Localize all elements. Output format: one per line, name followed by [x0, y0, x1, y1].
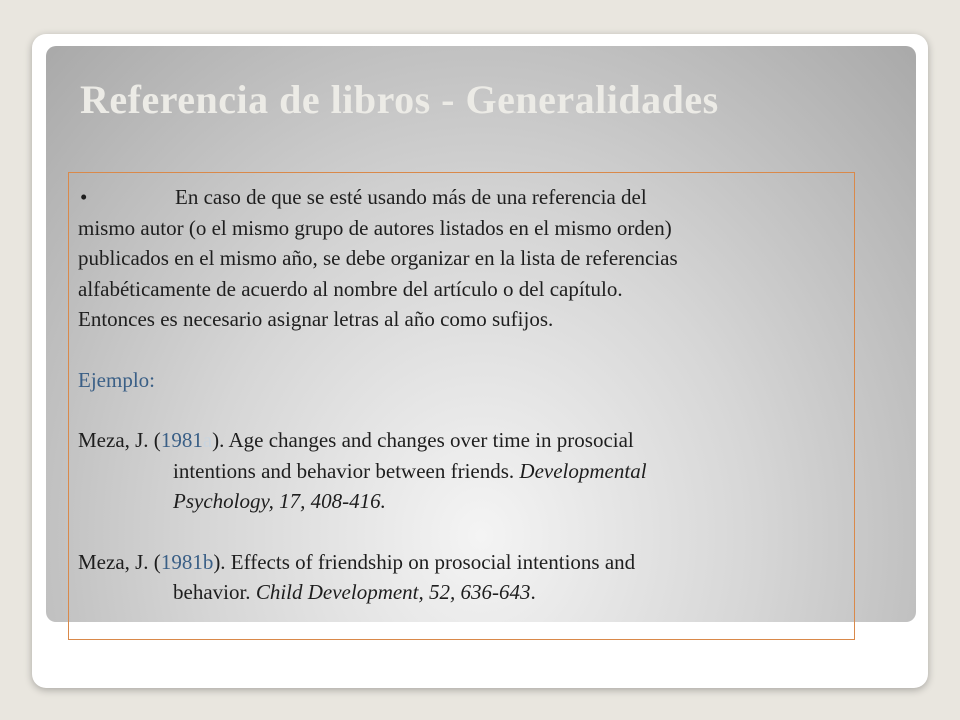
- reference-author: Meza, J. (: [78, 428, 161, 452]
- reference-continuation: [78, 577, 848, 608]
- reference-year: 1981b: [160, 549, 214, 574]
- paragraph-line-5: Entonces es necesario asignar letras al año como sufijos.: [78, 307, 554, 331]
- reference-end-period: .: [530, 580, 536, 604]
- paragraph-line-3: publicados en el mismo año, se debe organizar en la lista de referencias: [78, 246, 678, 270]
- reference-journal-details: Psychology, 17, 408-416.: [173, 489, 386, 513]
- paragraph-line-4: alfabéticamente de acuerdo al nombre del artículo o del capítulo.: [78, 276, 623, 301]
- bullet-paragraph: [78, 182, 848, 335]
- reference-journal: Child Development, 52, 636-643: [255, 580, 531, 604]
- bullet-icon: •: [80, 185, 88, 209]
- spacer: [78, 517, 848, 547]
- reference-entry-1: [78, 425, 848, 517]
- reference-entry-2: [78, 547, 848, 608]
- reference-title-line-2: intentions and behavior between friends.: [173, 458, 520, 483]
- reference-continuation: [78, 456, 848, 487]
- reference-title-line-2: behavior.: [173, 580, 256, 604]
- slide-title: Referencia de libros - Generalidades: [80, 77, 719, 122]
- reference-title-line-1: ). Age changes and changes over time in prosocial: [212, 428, 634, 452]
- reference-author: Meza, J. (: [78, 549, 161, 574]
- spacer: [78, 335, 848, 365]
- paragraph-line-1: En caso de que se esté usando más de una referencia del: [175, 185, 647, 209]
- paragraph-line-2: mismo autor (o el mismo grupo de autores listados en el mismo orden): [78, 215, 672, 240]
- spacer: [78, 395, 848, 425]
- reference-year: 1981: [160, 428, 203, 452]
- content-text: [78, 182, 848, 608]
- example-label: Ejemplo:: [78, 367, 155, 392]
- reference-title-line-1: ). Effects of friendship on prosocial intentions and: [213, 549, 636, 574]
- reference-year-suffix: a: [202, 428, 213, 452]
- reference-journal: Developmental: [519, 458, 647, 483]
